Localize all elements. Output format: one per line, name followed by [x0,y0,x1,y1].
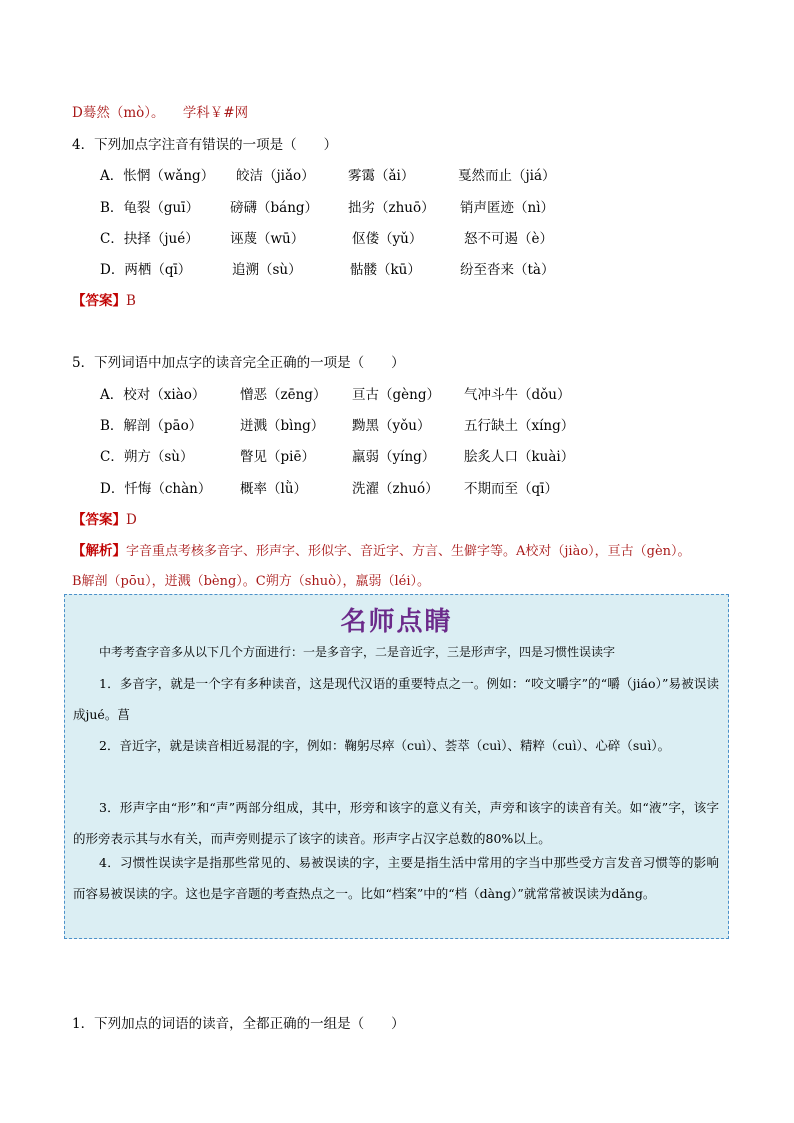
q5-option-b4: 五行缺土（xíng） [464,418,575,434]
q4-option-d1: D．两栖（qī） [100,262,192,278]
q5-option-d1: D．忏悔（chàn） [100,481,212,497]
question-5-answer [72,508,137,528]
teacher-tip-box [64,594,729,939]
q5-option-c3: 羸弱（yíng） [352,449,436,465]
question-5-title: 5．下列词语中加点字的读音完全正确的一项是（ ） [72,355,405,371]
watermark-text: 学科￥#网 [182,105,249,121]
q4-option-a1: A．怅惘（wǎng） [100,168,215,184]
answer-tag: 【答案】 [72,512,126,528]
q4-option-b4: 销声匿迹（nì） [460,200,555,216]
q4-option-c2: 诬蔑（wū） [230,231,305,247]
tip-point-4: 4．习惯性误读字是指那些常见的、易被误读的字，主要是指生活中常用的字当中那些受方言发音习惯等的影响而容易被误读的字。这也是字音题的考查热点之一。比如“档案”中的“档（dàng）”就常常被误读为dǎng。 [73,855,719,901]
q5-option-c1: C．朔方（sù） [100,449,194,465]
analysis-tag: 【解析】 [72,543,126,559]
q5-option-c4: 脍炙人口（kuài） [464,449,575,465]
q5-option-d4: 不期而至（qī） [464,481,558,497]
question-4-answer [72,289,136,309]
previous-answer: D蓦然（mò）。 [72,105,165,121]
tip-point-1: 1．多音字，就是一个字有多种读音，这是现代汉语的重要特点之一。例如：“咬文嚼字”的“嚼（jiáo）”易被误读成jué。菖 [73,676,719,722]
q5-option-d3: 洗濯（zhuó） [352,481,439,497]
q4-option-b3: 拙劣（zhuō） [348,200,435,216]
q4-option-a2: 皎洁（jiǎo） [236,168,315,184]
tip-box-title: 名师点睛 [340,607,453,637]
next-question-title: 1．下列加点的词语的读音，全都正确的一组是（ ） [72,1016,405,1032]
analysis-text-1: 字音重点考核多音字、形声字、形似字、音近字、方言、生僻字等。A校对（jiào），亘古（gèn）。 [126,544,691,559]
previous-answer-line [72,101,248,121]
q5-option-b3: 黝黑（yǒu） [352,418,431,434]
q4-option-c4: 怒不可遏（è） [464,231,553,247]
answer-value: B [126,293,136,309]
analysis-text-2: B解剖（pōu），迸溅（bèng）。C朔方（shuò），羸弱（léi）。 [72,574,430,589]
answer-tag: 【答案】 [72,293,126,309]
q5-option-b1: B．解剖（pāo） [100,418,203,434]
q4-option-b1: B．龟裂（guī） [100,200,200,216]
q4-option-d4: 纷至沓来（tà） [460,262,555,278]
q4-option-a4: 戛然而止（jiá） [458,168,556,184]
q5-option-d2: 概率（lǜ） [240,481,308,497]
q4-option-b2: 磅礴（báng） [230,200,319,216]
q5-option-a3: 亘古（gèng） [352,387,440,403]
tip-point-3: 3．形声字由“形”和“声”两部分组成，其中，形旁和该字的意义有关，声旁和该字的读音有关。如“液”字，该字的形旁表示其与水有关，而声旁则提示了该字的读音。形声字占汉字总数的80%以上。 [73,800,719,846]
q5-option-a1: A．校对（xiào） [100,387,206,403]
q5-option-b2: 迸溅（bìng） [240,418,325,434]
q4-option-c3: 伛偻（yǔ） [352,231,423,247]
tip-intro: 中考考查字音多从以下几个方面进行：一是多音字，二是音近字，三是形声字，四是习惯性误读字 [99,645,616,659]
question-5-analysis [72,539,691,559]
q4-option-a3: 雾霭（ǎi） [348,168,415,184]
q5-option-a4: 气冲斗牛（dǒu） [464,387,571,403]
q4-option-d2: 追溯（sù） [232,262,302,278]
answer-value: D [126,512,137,528]
question-4-title: 4．下列加点字注音有错误的一项是（ ） [72,137,338,153]
q5-option-a2: 憎恶（zēng） [240,387,327,403]
q4-option-c1: C．抉择（jué） [100,231,199,247]
tip-point-2: 2．音近字，就是读音相近易混的字，例如：鞠躬尽瘁（cuì）、荟萃（cuì）、精粹（cuì）、心碎（suì）。 [99,738,671,753]
q4-option-d3: 骷髅（kū） [350,262,421,278]
q5-option-c2: 瞥见（piē） [240,449,315,465]
